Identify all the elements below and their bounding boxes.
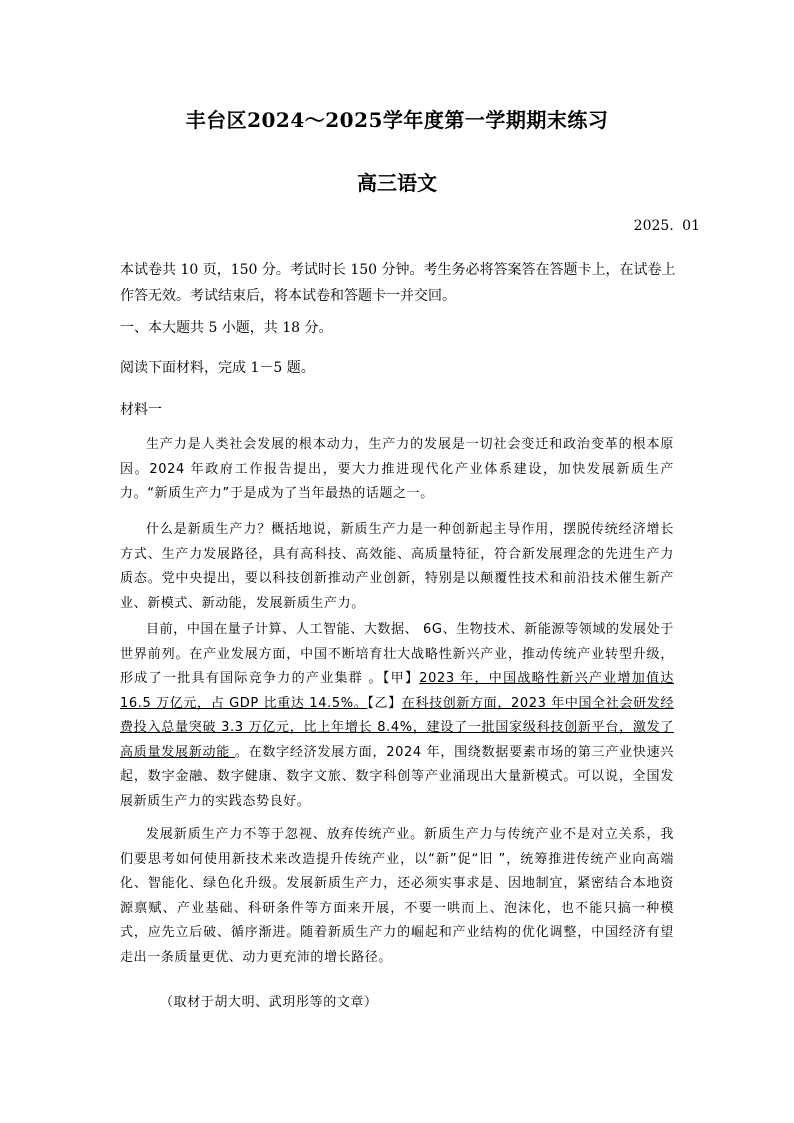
material-label: 材料一 [120, 402, 162, 418]
underlined-sentence-2: 在科技创新方面，2023 年中国全社会研发经费投入总量突破 3.3 万亿元，比上年增长 8.4%，建设了一批国家级科技创新平台，激发了高质量发展新动能 [120, 695, 674, 760]
marker-jia: 【甲】 [382, 671, 420, 686]
underlined-sentence-1: 2023 年，中国战略性新兴产业增加值达 16.5 万亿元，占 GDP 比重达 14.5%。 [120, 671, 674, 711]
paragraph-3-text-b: 。在数字经济发展方面，2024 年，围绕数据要素市场的第三产业快速兴起，数字金融、数字健康、数字文旅、数字科创等产业涌现出大量新模式。可以说，全国发展新质生产力的实践态势良好。 [120, 744, 674, 809]
reading-instruction: 阅读下面材料，完成 1－5 题。 [120, 360, 315, 376]
paragraph-3 [120, 618, 674, 814]
paragraph-2: 什么是新质生产力？概括地说，新质生产力是一种创新起主导作用，摆脱传统经济增长方式、生产力发展路径，具有高科技、高效能、高质量特征，符合新发展理念的先进生产力质态。党中央提出，要以科技创新推动产业创新，特别是以颠覆性技术和前沿技术催生新产业、新模式、新动能，发展新质生产力。 [120, 522, 674, 611]
paragraph-3-text-a: 目前，中国在量子计算、人工智能、大数据、 6G、生物技术、新能源等领域的发展处于世界前列。在产业发展方面，中国不断培育壮大战略性新兴产业，推动传统产业转型升级，形成了一批具有国际竞争力的产业集群 。 [120, 622, 674, 686]
exam-title: 丰台区2024～2025学年度第一学期期末练习 [185, 108, 609, 132]
exam-notice: 本试卷共 10 页，150 分。考试时长 150 分钟。考生务必将答案答在答题卡上，在试卷上作答无效。考试结束后，将本试卷和答题卡一并交回。 [120, 262, 676, 304]
paragraph-1: 生产力是人类社会发展的根本动力，生产力的发展是一切社会变迁和政治变革的根本原因。2024 年政府工作报告提出，要大力推进现代化产业体系建设，加快发展新质生产力。“新质生产力”于是成为了当年最热的话题之一。 [120, 437, 674, 501]
source-citation: （取材于胡大明、武玥彤等的文章） [160, 995, 378, 1010]
exam-date: 2025. 01 [633, 218, 700, 234]
section-heading: 一、本大题共 5 小题，共 18 分。 [120, 320, 333, 336]
marker-yi: 【乙】 [367, 695, 402, 711]
paragraph-4: 发展新质生产力不等于忽视、放弃传统产业。新质生产力与传统产业不是对立关系，我们要思考如何使用新技术来改造提升传统产业，以“新”促“旧 ”，统筹推进传统产业向高端化、智能化、绿色化升级。发展新质生产力，还必须实事求是、因地制宜，紧密结合本地资源禀赋、产业基础、科研条件等方面来开展，不要一哄而上、泡沫化，也不能只搞一种模式，应先立后破、循序渐进。随着新质生产力的崛起和产业结构的优化调整，中国经济有望走出一条质量更优、动力更充沛的增长路径。 [120, 827, 674, 965]
exam-subject: 高三语文 [357, 171, 437, 195]
